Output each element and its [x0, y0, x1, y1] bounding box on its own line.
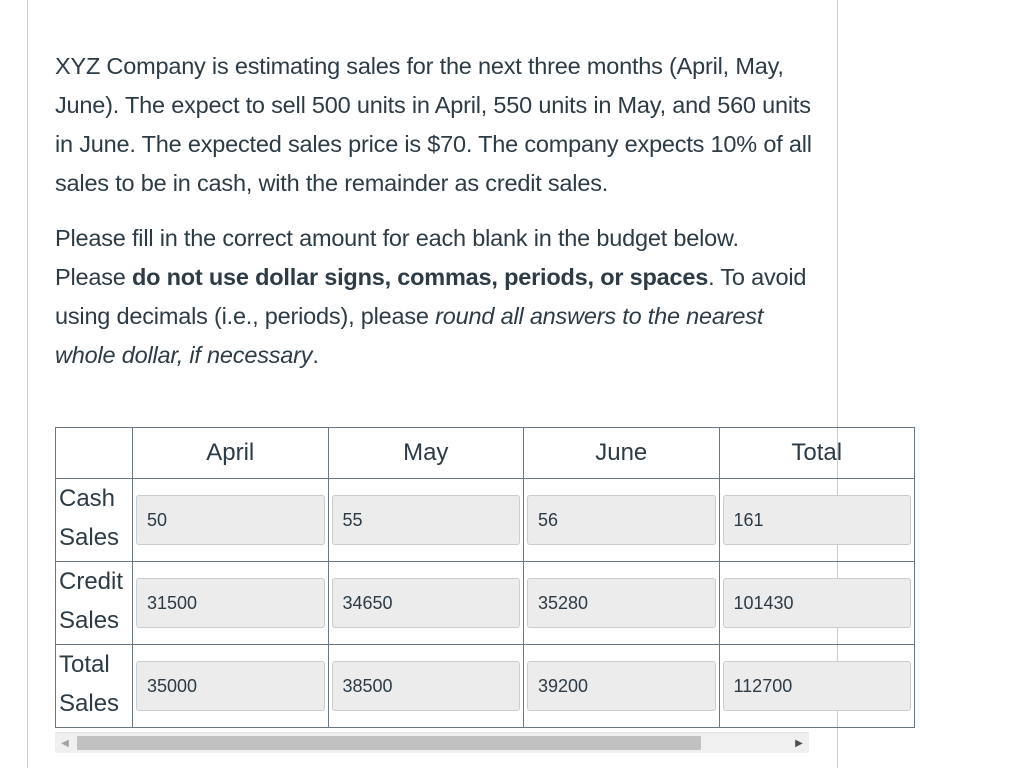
instruction-italic: round all answers to the nearest whole dollar, if necessary: [55, 303, 764, 368]
total-sales-may-input[interactable]: 38500: [332, 661, 521, 711]
question-paragraph-1: XYZ Company is estimating sales for the next three months (April, May, June). The expect to sell 500 units in April, 550 units in May, and 560 units in June. The expected sales price is $70. The company expects 10% of all sales to be in cash, with the remainder as credit sales.: [55, 53, 812, 196]
total-sales-total-input[interactable]: 112700: [723, 661, 912, 711]
header-may: May: [328, 428, 524, 479]
credit-sales-april-input[interactable]: 31500: [136, 578, 325, 628]
budget-table: [55, 427, 915, 728]
instruction-end: .: [312, 342, 319, 368]
scroll-right-arrow-icon[interactable]: ▶: [795, 737, 803, 749]
total-sales-april-input[interactable]: 35000: [136, 661, 325, 711]
question-text: [55, 47, 815, 391]
table-row: [56, 645, 915, 728]
total-sales-june-input[interactable]: 39200: [527, 661, 716, 711]
credit-sales-may-input[interactable]: 34650: [332, 578, 521, 628]
table-row: [56, 479, 915, 562]
question-paragraph-2: [55, 219, 815, 375]
row-label-credit-sales: Credit Sales: [56, 562, 133, 645]
instruction-bold: do not use dollar signs, commas, periods, or spaces: [131, 264, 709, 290]
credit-sales-june-input[interactable]: 35280: [527, 578, 716, 628]
table-header-row: [56, 428, 915, 479]
cash-sales-total-input[interactable]: 161: [723, 495, 912, 545]
table-row: [56, 562, 915, 645]
budget-table-container: [55, 427, 843, 732]
horizontal-scrollbar[interactable]: [55, 732, 809, 753]
scrollbar-thumb[interactable]: [77, 736, 701, 750]
header-total: Total: [719, 428, 915, 479]
row-label-cash-sales: Cash Sales: [56, 479, 133, 562]
cash-sales-may-input[interactable]: 55: [332, 495, 521, 545]
credit-sales-total-input[interactable]: 101430: [723, 578, 912, 628]
header-empty: [56, 428, 133, 479]
header-april: April: [133, 428, 329, 479]
instruction-mid: . To avoid using decimals (i.e., periods), please: [55, 264, 807, 329]
instruction-intro: Please fill in the correct amount for each blank in the budget below. Please: [55, 225, 739, 290]
scroll-left-arrow-icon[interactable]: ◀: [61, 737, 69, 749]
cash-sales-june-input[interactable]: 56: [527, 495, 716, 545]
cash-sales-april-input[interactable]: 50: [136, 495, 325, 545]
header-june: June: [524, 428, 720, 479]
row-label-total-sales: Total Sales: [56, 645, 133, 728]
